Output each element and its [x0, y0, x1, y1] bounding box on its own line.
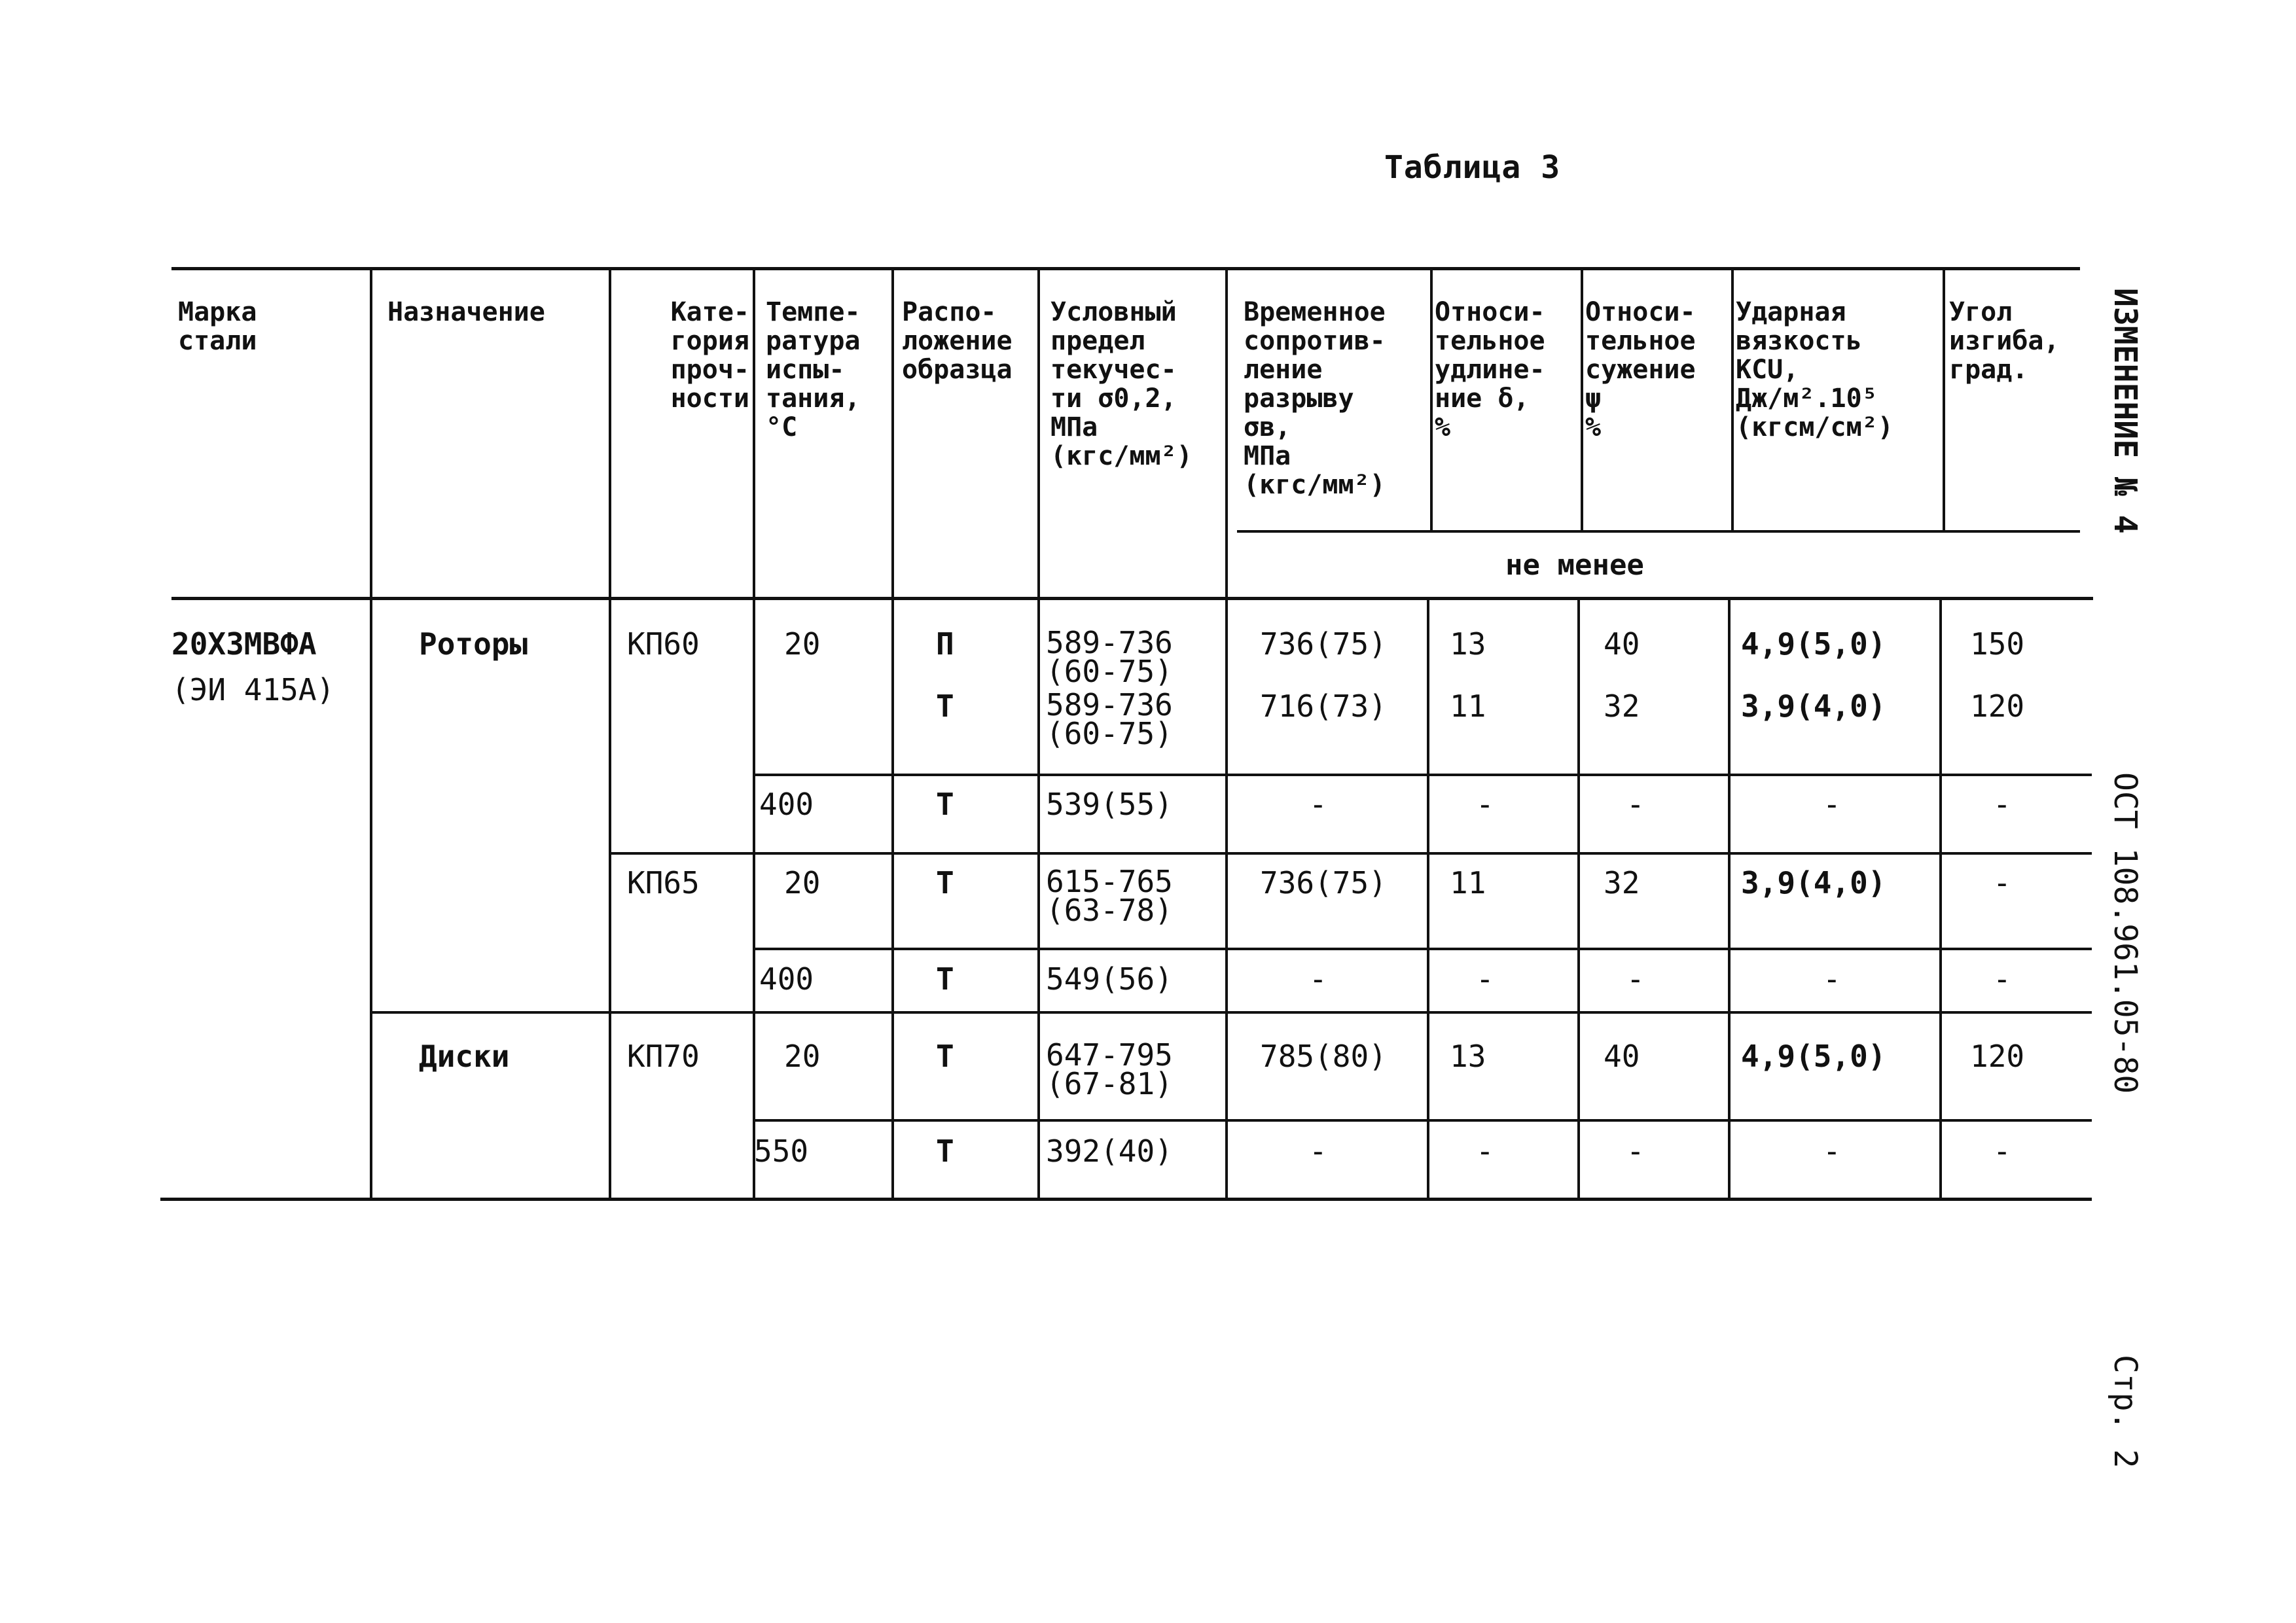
header-not-less: не менее: [1505, 548, 1644, 582]
row6-yield: 647-795 (67-81): [1046, 1037, 1173, 1101]
row1-bend: 150: [1970, 626, 2025, 662]
row1-temp: 20: [784, 626, 821, 662]
col-rule-6: [1225, 267, 1228, 1200]
row5-impact: -: [1823, 961, 1841, 997]
row2-bend: 120: [1970, 688, 2025, 724]
row3-bend: -: [1993, 787, 2011, 822]
row7-temp: 550: [754, 1133, 809, 1169]
row7-yield: 392(40): [1046, 1133, 1173, 1169]
row1-yield: 589-736 (60-75): [1046, 625, 1173, 689]
header-sub-rule: [1237, 530, 2080, 533]
col-rule-5: [1037, 267, 1040, 1200]
row3-reduct: -: [1626, 787, 1645, 822]
col-rule-10b: [1939, 597, 1942, 1200]
table-title: Таблица 3: [1384, 149, 1561, 186]
row4-reduct: 32: [1604, 865, 1640, 901]
side-page-label: Стр. 2: [2107, 1355, 2144, 1469]
row-rule-kp70: [753, 1119, 2092, 1122]
row2-loc: Т: [936, 688, 954, 724]
header-category: Кате- гория проч- ности: [670, 297, 749, 414]
row6-bend: 120: [1970, 1039, 2025, 1074]
row7-bend: -: [1993, 1133, 2011, 1169]
row-rule-discs: [370, 1011, 2092, 1014]
row2-yield: 589-736 (60-75): [1046, 687, 1173, 751]
row5-reduct: -: [1626, 961, 1645, 997]
grade-name: 20Х3МВФА: [171, 626, 317, 662]
row4-yield: 615-765 (63-78): [1046, 864, 1173, 928]
table-bottom-rule: [160, 1198, 2092, 1201]
col-rule-8: [1581, 267, 1583, 532]
category-kp70: КП70: [627, 1039, 700, 1074]
row4-bend: -: [1993, 865, 2011, 901]
row6-elong: 13: [1450, 1039, 1486, 1074]
row1-impact: 4,9(5,0): [1741, 626, 1886, 662]
col-rule-10: [1943, 267, 1945, 532]
row7-elong: -: [1476, 1133, 1494, 1169]
col-rule-9b: [1728, 597, 1731, 1200]
row5-tensile: -: [1309, 961, 1327, 997]
row5-yield: 549(56): [1046, 961, 1173, 997]
category-kp60: КП60: [627, 626, 700, 662]
row6-temp: 20: [784, 1039, 821, 1074]
col-rule-7b: [1427, 597, 1429, 1200]
purpose-rotors: Роторы: [419, 626, 528, 662]
row4-tensile: 736(75): [1260, 865, 1387, 901]
col-rule-4: [891, 267, 894, 1200]
row6-impact: 4,9(5,0): [1741, 1039, 1886, 1074]
header-location: Распо- ложение образца: [902, 297, 1013, 385]
row4-elong: 11: [1450, 865, 1486, 901]
col-rule-1: [370, 267, 372, 1200]
row3-yield: 539(55): [1046, 787, 1173, 822]
row7-tensile: -: [1309, 1133, 1327, 1169]
row2-impact: 3,9(4,0): [1741, 688, 1886, 724]
row-rule-kp65: [609, 852, 2092, 855]
category-kp65: КП65: [627, 865, 700, 901]
row7-loc: Т: [936, 1133, 954, 1169]
row3-temp: 400: [759, 787, 814, 822]
row5-elong: -: [1476, 961, 1494, 997]
row4-loc: Т: [936, 865, 954, 901]
grade-alt: (ЭИ 415А): [171, 672, 335, 707]
header-purpose: Назначение: [387, 297, 545, 327]
col-rule-7: [1430, 267, 1433, 532]
row1-tensile: 736(75): [1260, 626, 1387, 662]
side-standard-label: ОСТ 108.961.05-80: [2107, 772, 2144, 1094]
row5-loc: Т: [936, 961, 954, 997]
row4-impact: 3,9(4,0): [1741, 865, 1886, 901]
row6-tensile: 785(80): [1260, 1039, 1387, 1074]
header-reduction: Относи- тельное сужение ψ %: [1585, 297, 1696, 442]
header-elongation: Относи- тельное удлине- ние δ, %: [1435, 297, 1545, 442]
col-rule-8b: [1577, 597, 1580, 1200]
col-rule-3: [753, 267, 755, 1200]
row-rule-kp60: [753, 774, 2092, 776]
header-bend: Угол изгиба, град.: [1949, 297, 2060, 385]
row3-impact: -: [1823, 787, 1841, 822]
row6-loc: Т: [936, 1039, 954, 1074]
side-change-label: ИЗМЕНЕНИЕ № 4: [2107, 288, 2144, 534]
header-tensile: Временное сопротив- ление разрыву σв, МПа (кгс/мм²): [1244, 297, 1386, 500]
row3-loc: Т: [936, 787, 954, 822]
row7-reduct: -: [1626, 1133, 1645, 1169]
row5-temp: 400: [759, 961, 814, 997]
row1-reduct: 40: [1604, 626, 1640, 662]
row5-bend: -: [1993, 961, 2011, 997]
row7-impact: -: [1823, 1133, 1841, 1169]
row-rule-kp65b: [753, 948, 2092, 950]
row3-elong: -: [1476, 787, 1494, 822]
table-top-rule: [171, 267, 2080, 270]
header-grade: Марка стали: [178, 297, 257, 356]
purpose-discs: Диски: [419, 1039, 510, 1074]
col-rule-2: [609, 267, 611, 1200]
header-impact: Ударная вязкость KCU, Дж/м².10⁵ (кгсм/см²): [1736, 297, 1893, 442]
row1-elong: 13: [1450, 626, 1486, 662]
col-rule-9: [1731, 267, 1734, 532]
row2-reduct: 32: [1604, 688, 1640, 724]
row4-temp: 20: [784, 865, 821, 901]
row6-reduct: 40: [1604, 1039, 1640, 1074]
header-yield: Условный предел текучес- ти σ0,2, МПа (кгс/мм²): [1050, 297, 1193, 471]
row3-tensile: -: [1309, 787, 1327, 822]
header-bottom-rule: [171, 597, 2093, 600]
header-temperature: Темпе- ратура испы- тания, °С: [766, 297, 861, 442]
row2-elong: 11: [1450, 688, 1486, 724]
row1-loc: П: [936, 626, 954, 662]
row2-tensile: 716(73): [1260, 688, 1387, 724]
